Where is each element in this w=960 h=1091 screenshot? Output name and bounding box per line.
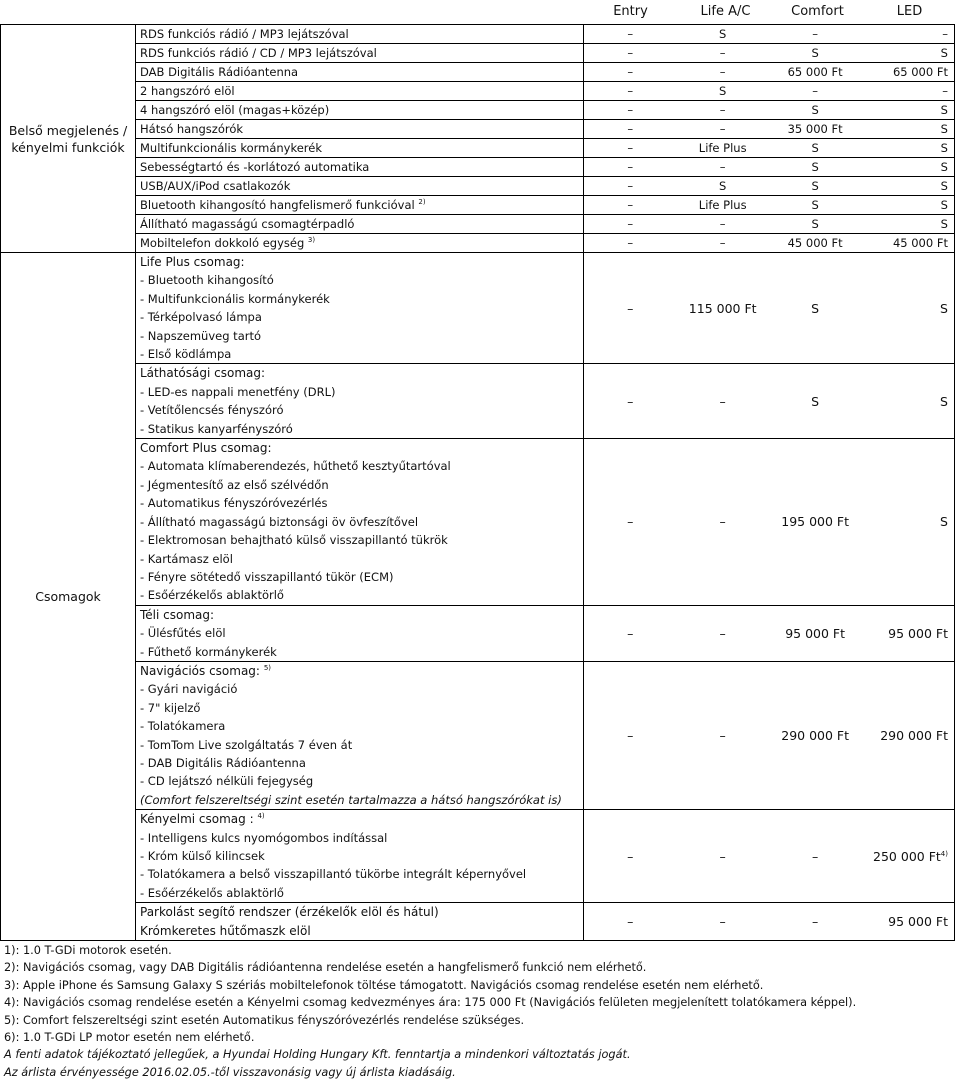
value-cell: –	[719, 393, 726, 409]
package-title-text: Parkolást segítő rendszer (érzékelők elöl és hátul)	[140, 905, 439, 920]
value-cell: 290 000 Ft	[880, 728, 948, 744]
value-cell: S	[719, 179, 727, 193]
column-header-comfort: Comfort	[791, 4, 844, 19]
table-row	[1, 139, 955, 158]
value-cell: S	[811, 198, 819, 212]
value-cell: –	[719, 848, 726, 864]
package-row	[1, 439, 955, 606]
feature-label: RDS funkciós rádió / MP3 lejátszóval	[140, 27, 349, 41]
value-cell: –	[719, 160, 726, 174]
footnote: 2): Navigációs csomag, vagy DAB Digitális rádióantenna rendelése esetén a hangfelismerő funkció nem elérhető.	[4, 961, 647, 975]
package-item: - Térképolvasó lámpa	[140, 310, 262, 325]
category-packages: Csomagok	[1, 253, 136, 941]
footnote: 5): Comfort felszereltségi szint esetén Automatikus fényszóróvezérlés rendelése szükséges.	[4, 1013, 525, 1027]
package-description	[136, 364, 584, 439]
package-item: - Esőérzékelős ablaktörlő	[140, 885, 284, 900]
feature-values	[584, 196, 955, 215]
package-description	[136, 903, 584, 941]
value-cell: 250 000 Ft	[873, 848, 941, 864]
category-line: Belső megjelenés /	[8, 122, 128, 138]
value-cell: S	[811, 217, 819, 231]
value-cell: –	[719, 122, 726, 136]
package-item: - Vetítőlencsés fényszóró	[140, 403, 284, 418]
footnote-ref: 5)	[263, 663, 271, 672]
package-values	[584, 364, 955, 439]
feature-label: DAB Digitális Rádióantenna	[140, 65, 299, 79]
value-cell: S	[940, 198, 948, 212]
package-item: - Napszemüveg tartó	[140, 328, 262, 343]
value-cell: –	[627, 728, 634, 744]
feature-name	[136, 177, 584, 196]
value-cell: –	[719, 217, 726, 231]
value-cell: –	[627, 179, 634, 193]
package-item: - Gyári navigáció	[140, 682, 238, 697]
package-item: Krómkeretes hűtőmaszk elöl	[140, 923, 311, 938]
feature-name	[136, 63, 584, 82]
feature-name	[136, 82, 584, 101]
feature-name	[136, 139, 584, 158]
value-group	[584, 139, 954, 157]
feature-name	[136, 158, 584, 177]
feature-label: USB/AUX/iPod csatlakozók	[140, 179, 291, 193]
package-item: - Króm külső kilincsek	[140, 849, 265, 863]
package-title	[140, 439, 583, 457]
feature-values	[584, 139, 955, 158]
value-cell: S	[719, 27, 727, 41]
feature-name	[136, 101, 584, 120]
package-item: - DAB Digitális Rádióantenna	[140, 755, 306, 770]
category-interior	[1, 25, 136, 253]
package-row	[1, 661, 955, 809]
value-cell: –	[627, 914, 634, 930]
package-item: - LED-es nappali menetfény (DRL)	[140, 384, 336, 399]
value-cell: 45 000 Ft	[892, 236, 948, 250]
table-row	[1, 63, 955, 82]
package-description	[136, 253, 584, 364]
package-title-text: Comfort Plus csomag:	[140, 441, 272, 456]
package-item: - Tolatókamera a belső visszapillantó tükörbe integrált képernyővel	[140, 867, 527, 882]
value-cell: –	[812, 914, 819, 930]
value-cell: S	[811, 179, 819, 193]
value-group	[584, 626, 954, 641]
feature-label: 2 hangszóró elöl	[140, 84, 235, 98]
value-cell: –	[719, 728, 726, 744]
value-cell: –	[719, 65, 726, 79]
value-cell: S	[719, 84, 727, 98]
package-title-text: Navigációs csomag:	[140, 663, 260, 678]
footnote: 3): Apple iPhone és Samsung Galaxy S szériás mobiltelefonok töltése támogatott. Navigációs csomag rendelése esetén nem elérhető.	[4, 978, 764, 992]
footnote: 4): Navigációs csomag rendelése esetén a Kényelmi csomag kedvezményes ára: 175 000 Ft (Navigációs felületen megjelenített tolatókamera képpel).	[4, 996, 857, 1010]
feature-values	[584, 63, 955, 82]
table-row	[1, 101, 955, 120]
value-cell: Life Plus	[698, 141, 747, 155]
package-values	[584, 253, 955, 364]
table-row	[1, 215, 955, 234]
value-cell: S	[940, 122, 948, 136]
feature-label: Bluetooth kihangosító hangfelismerő funkcióval	[140, 198, 415, 212]
value-cell: –	[627, 514, 634, 530]
feature-label: Állítható magasságú csomagtérpadló	[140, 217, 355, 231]
value-cell: Life Plus	[698, 198, 747, 212]
column-header-entry: Entry	[613, 4, 648, 19]
value-cell: –	[812, 84, 818, 98]
table-row	[1, 120, 955, 139]
value-group	[584, 177, 954, 195]
package-row	[1, 810, 955, 903]
value-cell: 65 000 Ft	[892, 65, 948, 79]
table-row	[1, 177, 955, 196]
package-item: - 7" kijelző	[140, 700, 201, 715]
value-cell-with-note	[861, 849, 954, 864]
footnote-ref: 2)	[418, 198, 426, 207]
feature-values	[584, 234, 955, 253]
value-cell: –	[812, 27, 818, 41]
package-row	[1, 364, 955, 439]
value-cell: –	[812, 848, 819, 864]
value-group	[584, 914, 954, 929]
package-description	[136, 661, 584, 809]
package-item: - Jégmentesítő az első szélvédőn	[140, 477, 329, 492]
value-cell: –	[719, 46, 726, 60]
column-header-life-ac: Life A/C	[700, 4, 751, 19]
package-item: - Elektromosan behajtható külső visszapillantó tükrök	[140, 533, 448, 548]
value-cell: –	[719, 514, 726, 530]
table-row	[1, 234, 955, 253]
value-cell: S	[811, 46, 819, 60]
value-cell: 290 000 Ft	[781, 728, 850, 744]
value-cell: –	[627, 122, 634, 136]
package-item: - Fényre sötétedő visszapillantó tükör (ECM)	[140, 569, 394, 584]
package-values	[584, 661, 955, 809]
package-row	[1, 903, 955, 941]
package-item: - Állítható magasságú biztonsági öv övfeszítővel	[140, 514, 419, 529]
value-cell: –	[627, 141, 634, 155]
feature-name	[136, 215, 584, 234]
value-group	[584, 301, 954, 316]
price-table	[0, 24, 955, 941]
value-cell: 95 000 Ft	[785, 625, 846, 641]
package-item: - Kartámasz elöl	[140, 551, 233, 566]
package-description	[136, 605, 584, 661]
feature-label: Hátsó hangszórók	[140, 122, 244, 136]
value-cell: S	[940, 141, 948, 155]
value-cell: S	[940, 103, 948, 117]
disclaimer: Az árlista érvényessége 2016.02.05.-től visszavonásig vagy új árlista kiadásáig.	[4, 1065, 456, 1079]
feature-label: Mobiltelefon dokkoló egység	[140, 236, 305, 250]
value-group	[584, 196, 954, 214]
package-item: - Automatikus fényszóróvezérlés	[140, 496, 328, 511]
footnote-ref: 4)	[257, 812, 265, 821]
package-item: - Esőérzékelős ablaktörlő	[140, 588, 284, 603]
value-cell: –	[627, 217, 634, 231]
package-item: - Automata klímaberendezés, hűthető kesztyűtartóval	[140, 459, 451, 474]
package-title	[140, 606, 583, 624]
value-cell: S	[811, 300, 820, 316]
package-item: - Bluetooth kihangosító	[140, 273, 274, 288]
package-title-text: Kényelmi csomag :	[140, 812, 254, 827]
footnote-ref: 4)	[940, 849, 948, 858]
value-group	[584, 82, 954, 100]
package-title	[140, 364, 583, 382]
feature-values	[584, 82, 955, 101]
value-group	[584, 158, 954, 176]
value-cell: –	[627, 46, 634, 60]
package-title-text: Life Plus csomag:	[140, 255, 245, 269]
value-group	[584, 234, 954, 252]
value-cell: 195 000 Ft	[781, 514, 850, 530]
value-group	[584, 215, 954, 233]
value-cell: –	[627, 848, 634, 864]
package-item: - CD lejátszó nélküli fejegység	[140, 774, 314, 789]
table-row	[1, 44, 955, 63]
value-cell: –	[719, 103, 726, 117]
value-cell: S	[811, 160, 819, 174]
feature-values	[584, 44, 955, 63]
value-cell: 95 000 Ft	[888, 914, 948, 930]
value-cell: –	[627, 160, 634, 174]
category-line: kényelmi funkciók	[11, 139, 125, 155]
footnote: 1): 1.0 T-GDi motorok esetén.	[4, 944, 172, 957]
value-cell: –	[627, 198, 634, 212]
disclaimer: A fenti adatok tájékoztató jellegűek, a Hyundai Holding Hungary Kft. fenntartja a mindenkori változtatás jogát.	[4, 1048, 631, 1062]
value-cell: –	[942, 27, 948, 41]
value-group	[584, 63, 954, 81]
table-row	[1, 196, 955, 215]
package-values	[584, 903, 955, 941]
feature-label: Multifunkcionális kormánykerék	[140, 141, 323, 155]
package-title-text: Téli csomag:	[140, 607, 215, 622]
package-title	[140, 810, 583, 828]
package-values	[584, 810, 955, 903]
value-group	[584, 849, 954, 864]
feature-name	[136, 196, 584, 215]
package-title-text: Láthatósági csomag:	[140, 366, 266, 381]
feature-values	[584, 158, 955, 177]
package-title	[140, 253, 583, 271]
package-description	[136, 439, 584, 606]
value-cell: –	[627, 625, 634, 641]
package-item: - Tolatókamera	[140, 719, 226, 734]
table-row	[1, 82, 955, 101]
feature-name	[136, 44, 584, 63]
feature-label: Sebességtartó és -korlátozó automatika	[140, 160, 370, 174]
value-cell: –	[719, 914, 726, 930]
package-note: (Comfort felszereltségi szint esetén tartalmazza a hátsó hangszórókat is)	[140, 792, 562, 807]
value-cell: S	[811, 141, 819, 155]
value-cell: –	[627, 300, 634, 316]
value-group	[584, 728, 954, 743]
package-item: - Statikus kanyarfényszóró	[140, 421, 293, 436]
package-item: - Ülésfűtés elöl	[140, 626, 226, 641]
table-row	[1, 158, 955, 177]
value-group	[584, 25, 954, 43]
package-row	[1, 253, 955, 364]
value-group	[584, 394, 954, 409]
value-cell: –	[627, 27, 634, 41]
feature-values	[584, 101, 955, 120]
value-cell: –	[627, 84, 634, 98]
value-cell: S	[811, 393, 820, 409]
package-item: - Intelligens kulcs nyomógombos indítással	[140, 830, 388, 845]
package-description	[136, 810, 584, 903]
value-group	[584, 120, 954, 138]
package-item: - Multifunkcionális kormánykerék	[140, 291, 330, 306]
column-header-row	[0, 0, 960, 24]
value-cell: S	[940, 46, 948, 60]
value-group	[584, 101, 954, 119]
value-cell: S	[940, 393, 948, 409]
table-row	[1, 25, 955, 44]
value-cell: –	[719, 236, 726, 250]
package-title	[140, 662, 583, 680]
value-cell: 65 000 Ft	[787, 65, 843, 79]
feature-name	[136, 234, 584, 253]
value-cell: –	[627, 236, 634, 250]
package-row	[1, 605, 955, 661]
feature-values	[584, 25, 955, 44]
value-cell: S	[940, 217, 948, 231]
value-cell: 45 000 Ft	[787, 236, 843, 250]
feature-values	[584, 177, 955, 196]
footnote: 6): 1.0 T-GDi LP motor esetén nem elérhető.	[4, 1031, 255, 1045]
value-cell: –	[627, 65, 634, 79]
column-header-led: LED	[896, 4, 923, 19]
value-cell: S	[940, 160, 948, 174]
footnote-ref: 3)	[307, 236, 316, 245]
feature-name	[136, 25, 584, 44]
value-cell: –	[627, 103, 634, 117]
value-cell: S	[940, 514, 948, 530]
package-values	[584, 605, 955, 661]
footnotes	[4, 942, 856, 1081]
feature-values	[584, 120, 955, 139]
value-cell: S	[940, 300, 948, 316]
value-cell: S	[811, 103, 819, 117]
feature-label: RDS funkciós rádió / CD / MP3 lejátszóval	[140, 46, 377, 60]
feature-values	[584, 215, 955, 234]
value-cell: 95 000 Ft	[888, 625, 948, 641]
package-item: - TomTom Live szolgáltatás 7 éven át	[140, 737, 353, 752]
value-cell: –	[719, 625, 726, 641]
value-cell: –	[627, 393, 634, 409]
package-values	[584, 439, 955, 606]
value-cell: S	[940, 179, 948, 193]
feature-name	[136, 120, 584, 139]
value-cell: –	[942, 84, 948, 98]
package-title	[140, 903, 583, 921]
package-item: - Fűthető kormánykerék	[140, 644, 277, 659]
value-group	[584, 44, 954, 62]
value-group	[584, 514, 954, 529]
value-cell: 115 000 Ft	[688, 300, 757, 316]
value-cell: 35 000 Ft	[787, 122, 843, 136]
feature-label: 4 hangszóró elöl (magas+közép)	[140, 103, 330, 117]
package-item: - Első ködlámpa	[140, 347, 232, 362]
